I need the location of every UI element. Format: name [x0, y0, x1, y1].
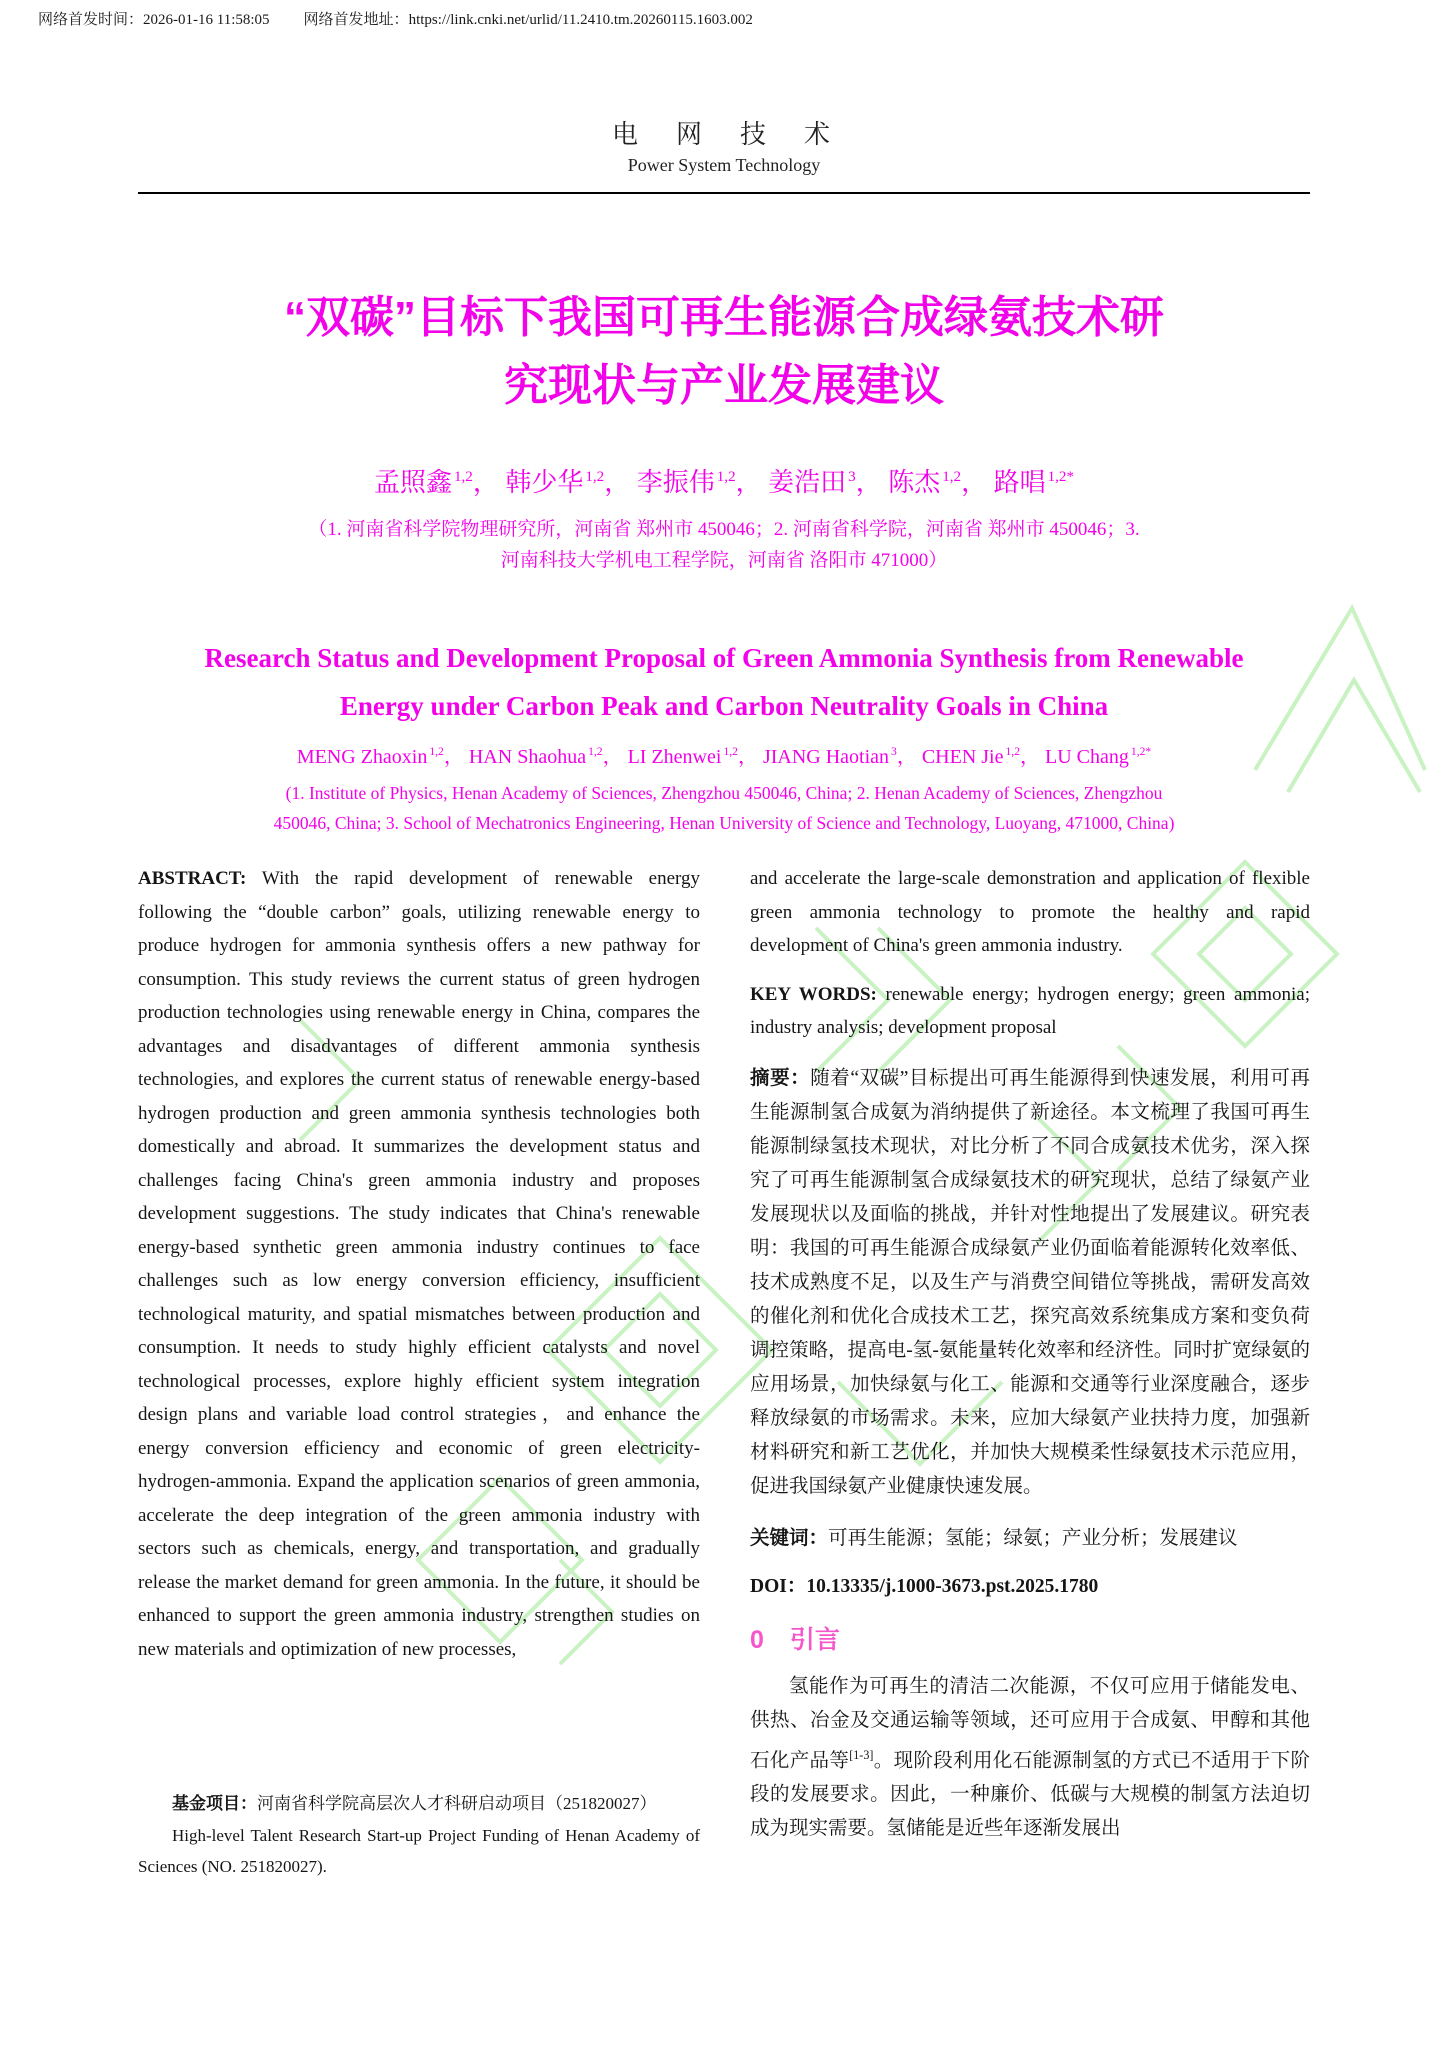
author-cn: 姜浩田 $^3$，	[768, 468, 882, 497]
keywords-en	[750, 978, 1310, 1045]
publish-addr-url: https://link.cnki.net/urlid/11.2410.tm.20260115.1603.002	[408, 12, 753, 28]
author-cn: 李振伟 $^{1,2}$，	[636, 468, 762, 497]
journal-masthead	[138, 114, 1310, 176]
authors-en	[138, 740, 1310, 769]
abstract-paragraph	[138, 862, 700, 1666]
right-column	[750, 862, 1310, 1846]
intro-text-pre: 氢能作为可再生的清洁二次能源，不仅可应用于储能发电、供热、冶金及交通运输等领域，还可应用于合成氨、甲醇和其他石化产品等	[750, 1675, 1310, 1771]
citation-ref: [1-3]	[849, 1747, 874, 1762]
affiliations-cn	[138, 514, 1310, 576]
affiliations-en	[138, 778, 1310, 838]
intro-text-post: 。现阶段利用化石能源制氢的方式已不适用于下阶段的发展要求。因此，一种廉价、低碳与大规模的制氢方法迫切成为现实需要。氢储能是近些年逐渐发展出	[750, 1750, 1310, 1839]
section-number: 0	[750, 1625, 764, 1654]
journal-name-en: Power System Technology	[627, 155, 821, 175]
keywords-en-label: KEY WORDS:	[750, 983, 877, 1005]
online-first-header	[38, 8, 753, 29]
author-en: LU Chang $^{1,2*}$	[1045, 745, 1152, 768]
journal-name-cn: 电 网 技 术	[611, 120, 836, 149]
author-cn: 路唱 $^{1,2*}$	[993, 468, 1075, 497]
keywords-cn	[750, 1521, 1310, 1556]
doi-label: DOI：	[750, 1575, 807, 1597]
paper-title-cn-line2: 究现状与产业发展建议	[504, 361, 944, 410]
funding-en: High-level Talent Research Start-up Project Funding of Henan Academy of Sciences (NO. 251820027).	[138, 1825, 700, 1876]
doi-value: 10.13335/j.1000-3673.pst.2025.1780	[806, 1575, 1099, 1597]
keywords-cn-text: 可再生能源；氢能；绿氨；产业分析；发展建议	[828, 1527, 1238, 1549]
funding-cn	[138, 1788, 700, 1820]
abstract-cn-text: 随着“双碳”目标提出可再生能源得到快速发展，利用可再生能源制氢合成氨为消纳提供了新途径。本文梳理了我国可再生能源制绿氢技术现状，对比分析了不同合成氨技术优劣，深入探究了可再生能源制氢合成绿氨技术的研究现状，总结了绿氨产业发展现状以及面临的挑战，并针对性地提出了发展建议。研究表明：我国的可再生能源合成绿氨产业仍面临着能源转化效率低、技术成熟度不足，以及生产与消费空间错位等挑战，需研发高效的催化剂和优化合成技术工艺，探究高效系统集成方案和变负荷调控策略，提高电-氢-氨能量转化效率和经济性。同时扩宽绿氨的应用场景，加快绿氨与化工、能源和交通等行业深度融合，逐步释放绿氨的市场需求。未来，应加大绿氨产业扶持力度，加强新材料研究和新工艺优化，并加快大规模柔性绿氨技术示范应用，促进我国绿氨产业健康快速发展。	[750, 1067, 1310, 1497]
paper-title-cn	[138, 284, 1310, 420]
author-en: MENG Zhaoxin $^{1,2}$，	[296, 745, 464, 768]
author-en: HAN Shaohua $^{1,2}$，	[468, 745, 623, 768]
affiliation-en-line1: (1. Institute of Physics, Henan Academy of Sciences, Zhengzhou 450046, China; 2. Henan Academy of Sciences, Zhengzhou	[285, 783, 1163, 803]
publish-addr-label: 网络首发地址：	[303, 12, 409, 28]
abstract-continuation: and accelerate the large-scale demonstration and application of flexible green ammonia technology to promote the healthy and rapid development of China's green ammonia industry.	[750, 868, 1310, 956]
funding-text-cn: 河南省科学院高层次人才科研启动项目（251820027）	[257, 1794, 657, 1813]
section-title: 引言	[789, 1625, 840, 1654]
publish-time-value: 2026-01-16 11:58:05	[143, 12, 270, 28]
body-columns	[138, 862, 1310, 1846]
left-column	[138, 862, 700, 1846]
publish-time-label: 网络首发时间：	[38, 12, 144, 28]
intro-paragraph	[750, 1670, 1310, 1847]
abstract-cn	[750, 1061, 1310, 1504]
funding-note	[138, 1788, 700, 1883]
paper-title-en	[138, 634, 1310, 730]
affiliation-cn-line2: 河南科技大学机电工程学院，河南省 洛阳市 471000）	[500, 550, 948, 571]
author-en: LI Zhenwei $^{1,2}$，	[627, 745, 758, 768]
author-cn: 陈杰 $^{1,2}$，	[888, 468, 988, 497]
abstract-text: With the rapid development of renewable energy following the “double carbon” goals, utilizing renewable energy to produce hydrogen for ammonia synthesis offers a new pathway for consumption. This study reviews the current status of green hydrogen production technologies using renewable energy in China, compares the advantages and disadvantages of different ammonia synthesis technologies, and explores the current status of renewable energy-based hydrogen production and green ammonia synthesis technologies both domestically and abroad. It summarizes the development status and challenges facing China's green ammonia industry and proposes development suggestions. The study indicates that China's renewable energy-based synthetic green ammonia industry continues to face challenges such as low energy conversion efficiency, insufficient technological maturity, and spatial mismatches between production and consumption. It needs to study highly efficient catalysts and novel technological processes, explore highly efficient system integration design plans and variable load control strategies，and enhance the energy conversion efficiency and economic of green electricity-hydrogen-ammonia. Expand the application scenarios of green ammonia, accelerate the deep integration of the green ammonia industry with sectors such as chemicals, energy, and transportation, and gradually release the market demand for green ammonia. In the future, it should be enhanced to support the green ammonia industry, strengthen studies on new materials and optimization of new processes,	[138, 868, 700, 1660]
paper-title-en-line1: Research Status and Development Proposal of Green Ammonia Synthesis from Renewable	[204, 643, 1244, 673]
abstract-label: ABSTRACT:	[138, 868, 247, 889]
keywords-en-text: renewable energy; hydrogen energy; green ammonia; industry analysis; development proposal	[750, 983, 1310, 1038]
paper-title-en-line2: Energy under Carbon Peak and Carbon Neutrality Goals in China	[339, 691, 1109, 721]
paper-title-cn-line1: “双碳”目标下我国可再生能源合成绿氨技术研	[284, 293, 1164, 342]
author-cn: 韩少华 $^{1,2}$，	[505, 468, 631, 497]
funding-label: 基金项目：	[172, 1794, 257, 1813]
affiliation-en-line2: 450046, China; 3. School of Mechatronics Engineering, Henan University of Science and Technology, Luoyang, 471000, China)	[273, 813, 1175, 833]
author-en: JIANG Haotian $^3$，	[762, 745, 917, 768]
author-cn: 孟照鑫 $^{1,2}$，	[373, 468, 499, 497]
keywords-cn-label: 关键词：	[750, 1526, 829, 1549]
header-rule	[138, 192, 1310, 194]
section-heading-intro	[750, 1620, 1310, 1656]
abstract-cn-label: 摘要：	[750, 1066, 811, 1089]
author-en: CHEN Jie $^{1,2}$，	[921, 745, 1040, 768]
authors-cn	[138, 462, 1310, 499]
doi-line	[750, 1570, 1310, 1604]
affiliation-cn-line1: （1. 河南省科学院物理研究所，河南省 郑州市 450046；2. 河南省科学院，河南省 郑州市 450046；3.	[308, 519, 1140, 540]
